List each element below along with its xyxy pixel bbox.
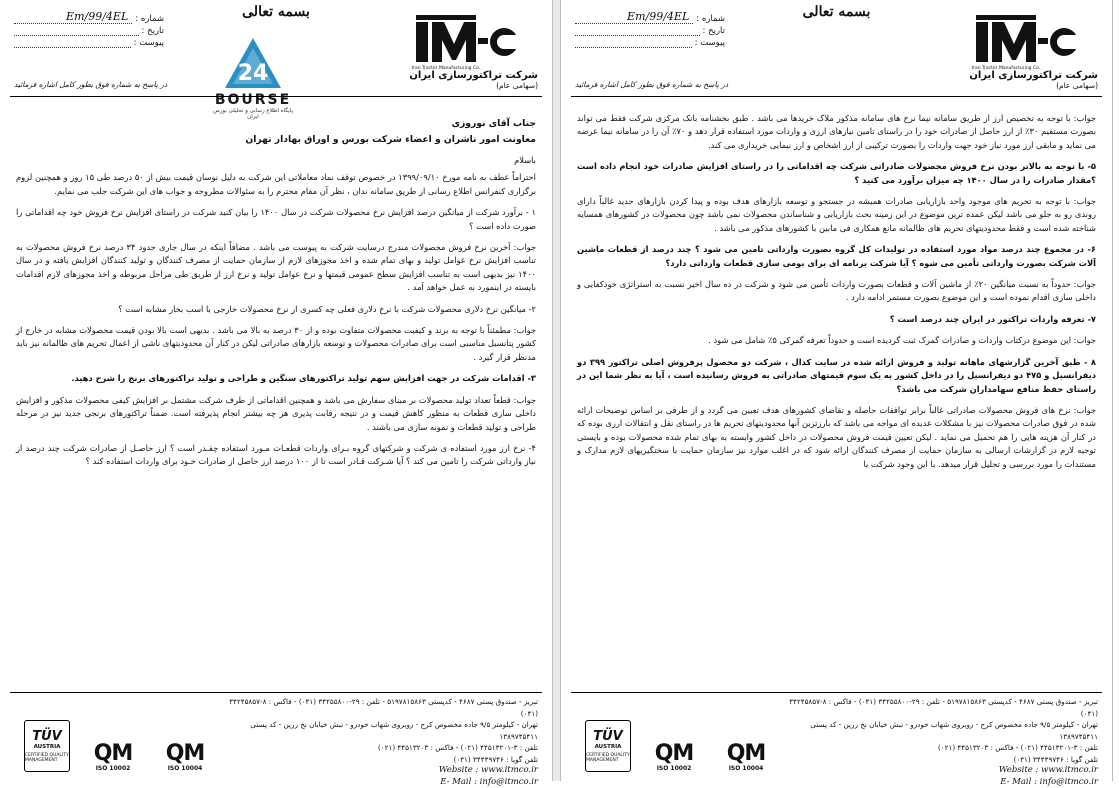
company-name: شرکت تراکتورسازی ایران	[398, 70, 538, 81]
imco-logo-sub: Iran Tractor Manufacturing Co.	[972, 65, 1040, 71]
ref-date-label: تاریخ :	[703, 26, 725, 36]
paragraph: ۸ - طبق آخرین گزارشهای ماهانه تولید و فروش ارائه شده در سایت کدال ، شرکت دو محصول پرفروش اصلی تراکتور ۳۹۹ دو دیفرانسیل و ۴۷۵ دو دیفرانسیل را در داخل کشور به یک سوم قیمتهای صادراتی به فروش رسانیده است ، آیا به نظر شما این در راستای حفظ منافع سهامداران شرکت می باشد؟	[577, 356, 1096, 396]
ref-attachment-label: پیوست :	[695, 38, 725, 48]
paragraph: ۶- در مجموع چند درصد مواد مورد استفاده در تولیدات کل گروه بصورت وارداتی تامین می شود ؟ چند درصد از قطعات ماشین آلات شرکت بصورت وارداتی تأمین می شوه ؟ آیا شرکت برنامه ای برای بومی سازی قطعات وارداتی دارد؟	[577, 243, 1096, 270]
footer-line-3: تلفن : ۳-۴۴۵۱۳۲۰۱ (۰۲۱) - فاکس : ۴۴۵۱۳۲۰۳ (۰۲۱)	[778, 742, 1098, 754]
iso-10004: ISO 10004	[717, 765, 775, 772]
reply-note: در پاسخ به شماره فوق بطور کامل اشاره فرمائید	[575, 80, 728, 89]
footer-line-1: تبریز - صندوق پستی ۴۶۸۷ - کدپستی ۵۱۹۷۸۱۵۸۶۳ - تلفن : ۲۹-۳۴۲۵۵۸۰۰ (۰۴۱) - فاکس : ۸-۳۴۲۴۵۸۵۷ (۰۴۱)	[218, 696, 538, 719]
certification-logos	[585, 720, 775, 772]
header-divider	[10, 96, 542, 97]
qm-mark: QM	[645, 743, 703, 765]
letter-body-right	[577, 112, 1096, 479]
bourse-triangle-icon	[223, 36, 283, 90]
company-block	[958, 70, 1098, 90]
document-page-2	[560, 0, 1113, 781]
footer-contact	[218, 696, 538, 788]
header-divider	[571, 96, 1102, 97]
qm-mark: QM	[156, 743, 214, 765]
page-gutter	[553, 0, 560, 781]
footer-line-3: تلفن : ۳-۴۴۵۱۳۲۰۱ (۰۲۱) - فاکس : ۴۴۵۱۳۲۰۳ (۰۲۱)	[218, 742, 538, 754]
paragraph: احتراماً عطف به نامه مورخ ۱۳۹۹/۰۹/۱۰ در خصوص توقف نماد معاملاتی این شرکت به دلیل نوسان قیمت بیش از ۵۰ درصد طی ۱۵ روز و همچنین لزوم برگزاری کنفرانس اطلاع رسانی از طریق سامانه ندان ، نظر آن مقام محترم را به سئوالات مطروحه و جواب های این شرکت جلب می نمایم.	[16, 171, 536, 198]
tuv-sub: CERTIFIED QUALITY MANAGEMENT	[25, 753, 69, 763]
paragraph: جواب: این موضوع درکتاب واردات و صادرات گمرک ثبت گردیده است و حدوداً تعرفه گمرکی ۵٪ شامل می شود .	[577, 334, 1096, 347]
imco-logo-icon	[970, 14, 1080, 70]
bourse-number: 24	[238, 61, 269, 86]
footer-line-4: تلفن گویا : ۳۴۴۴۹۷۴۶ (۰۴۱)	[778, 754, 1098, 766]
ref-number-label: شماره :	[135, 14, 164, 24]
paragraph: ۳- اقدامات شرکت در جهت افزایش سهم تولید تراکتورهای سنگین و طراحی و تولید تراکتورهای برنج را شرح دهید.	[16, 372, 536, 385]
paragraph: جواب: با توجه به تخصیص ارز از طریق سامانه نیما نرخ های سامانه مذکور ملاک خریدها می باشد . طبق بخشنامه بانک مرکزی شرکت فقط می تواند بصورت مستقیم ۳۰٪ از ارز حاصل از صادرات خود را در راستای تامین نیازهای ارزی و واردات مورد استفاده قرار دهد و ۷۰٪ آن را در سامانه نیما عرضه می نماید و مابقی ارز مورد نیاز خود جهت واردات را بصورت ترکیبی از ارز اشخاص و ارز نیمایی خریداری می کند.	[577, 112, 1096, 152]
paragraph: ۴- نرخ ارز مورد استفاده ی شرکت و شرکتهای گروه بـرای واردات قطعـات مـورد استفاده چقـدر است ؟ ارز حاصـل از صادرات شرکت چند درصد از نیاز وارداتی شرکت را تامین می کند ؟ آیا شـرکت قـادر است تا از ۱۰۰ درصد ارز حاصل از صادرات خـود برای واردات استفاده کند ؟	[16, 442, 536, 469]
certification-logos	[24, 720, 214, 772]
qm-iso10002-icon	[645, 743, 703, 772]
qm-iso10004-icon	[156, 743, 214, 772]
footer-contact	[778, 696, 1098, 788]
qm-iso10002-icon	[84, 743, 142, 772]
paragraph: ۱ - برآورد شرکت از میانگین درصد افزایش نرخ محصولات شرکت در سال ۱۴۰۰ را بیان کنید شرکت در راستای افزایش نرخ فروش خود چه اقداماتی را صورت داده است ؟	[16, 206, 536, 233]
footer-line-2: تهران - کیلومتر ۹/۵ جاده مخصوص کرج - روبروی شهاب خودرو - نبش خیابان نخ زرین - کد پستی ۱۳۸۹۷۴۵۴۱۱	[218, 719, 538, 742]
company-type: (سهامی عام)	[398, 81, 538, 90]
addressee-block	[16, 116, 536, 148]
qm-mark: QM	[717, 743, 775, 765]
paragraph: جواب: با توجه به تحریم های موجود واحد بازاریابی صادرات همیشه در جستجو و توسعه بازارهای هدف بوده و پیدا کردن بازارهای جدید غالباً دارای روندی رو به جلو می باشد لیکن عمده ترین موضوع در این زمینه بحث بازاریابی و شناساندن محصولات نمی باشد چون محصولات در کشورهای همسایه شناخته شده است و فقط محدودیتهای تحریم های ظالمانه مانع همکاری فی مابین با کشورهای مذکور می باشد .	[577, 195, 1096, 235]
iso-10004: ISO 10004	[156, 765, 214, 772]
paragraph: ۷- تعرفه واردات تراکتور در ایران چند درصد است ؟	[577, 313, 1096, 326]
left-paragraphs	[16, 171, 536, 468]
reference-box	[575, 12, 725, 48]
bourse-subtitle: پایگاه اطلاع رسانی و تحلیلی بورس ایران	[208, 108, 298, 120]
footer-line-2: تهران - کیلومتر ۹/۵ جاده مخصوص کرج - روبروی شهاب خودرو - نبش خیابان نخ زرین - کد پستی ۱۳۸۹۷۴۵۴۱۱	[778, 719, 1098, 742]
greeting: باسلام	[16, 154, 536, 167]
tuv-cert-icon	[585, 720, 631, 772]
footer-line-1: تبریز - صندوق پستی ۴۶۸۷ - کدپستی ۵۱۹۷۸۱۵۸۶۳ - تلفن : ۲۹-۳۴۲۵۵۸۰۰ (۰۴۱) - فاکس : ۸-۳۴۲۴۵۸۵۷ (۰۴۱)	[778, 696, 1098, 719]
basmala-heading: بسمه تعالی	[0, 4, 552, 20]
ref-number-value: Em/99/4EL	[627, 10, 689, 23]
paragraph: ۲- میانگین نرخ دلاری محصولات شرکت با نرخ دلاری فعلی چه کسری از نرخ محصولات خارجی با اسب بخار مشابه است ؟	[16, 303, 536, 316]
footer-line-4: تلفن گویا : ۳۴۴۴۹۷۴۶ (۰۴۱)	[218, 754, 538, 766]
footer-divider	[10, 692, 542, 693]
company-name: شرکت تراکتورسازی ایران	[958, 70, 1098, 81]
footer-email: E- Mail : info@itmco.ir	[778, 777, 1098, 788]
paragraph: جواب: نرخ های فروش محصولات صادراتی غالباً برابر توافقات حاصله و تقاضای کشورهای هدف تعیین می گردد و از طرفی بر اساس توضیحات ارائه شده در فوق صادرات محصولات نیز با مشکلات عدیده ای مواجه می باشد که بارزترین آنها محدودیتهای تحریم ها در راستای نقل و انتقالات ارزی بوده که در کنار آن هزینه هایی را هم تحمیل می نماید . لیکن تعیین قیمت فروش محصولات در داخل کشور وابسته به بهای تمام شده محصولات بوده و بایستی توجیه لازم در گزارشات ارسالی به سازمان حمایت از مصرف کنندگان ارائه شود که در اغلب موارد نیز سازمان حمایت با سختگیریهای لازم مدارک و مستندات را مورد بررسی و تحلیل قرار میدهد. با این وجود شرکت با	[577, 404, 1096, 471]
qm-mark: QM	[84, 743, 142, 765]
tuv-main: TÜV	[593, 729, 623, 744]
imco-logo-sub: Iran Tractor Manufacturing Co.	[412, 65, 480, 71]
qm-iso10004-icon	[717, 743, 775, 772]
paragraph: جواب: مطمئناً با توجه به برند و کیفیت محصولات متفاوت بوده و از ۳۰ درصد به بالا می باشد . بدیهی است بالا بودن قیمت محصولات مشابه در خارج از کشور پتانسیل مناسبی است برای صادرات محصولات و توسعه بازارهای صادراتی لیکن در کنار آن محدودیتهای ناشی از اعمال تحریم های ظالمانه نیز باید مدنظر قرار گیرد .	[16, 324, 536, 364]
right-paragraphs	[577, 112, 1096, 471]
tuv-country: AUSTRIA	[595, 744, 622, 750]
ref-attachment-label: پیوست :	[134, 38, 164, 48]
ref-date-label: تاریخ :	[142, 26, 164, 36]
reply-note: در پاسخ به شماره فوق بطور کامل اشاره فرمائید	[14, 80, 167, 89]
footer-email: E- Mail : info@itmco.ir	[218, 777, 538, 788]
imco-logo-icon	[410, 14, 520, 70]
footer-website: Website : www.itmco.ir	[778, 765, 1098, 777]
tuv-cert-icon	[24, 720, 70, 772]
iso-10002: ISO 10002	[84, 765, 142, 772]
iso-10002: ISO 10002	[645, 765, 703, 772]
footer-website: Website : www.itmco.ir	[218, 765, 538, 777]
paragraph: جواب: حدوداً به نسبت میانگین ۲۰٪ از ماشین آلات و قطعات بصورت واردات تأمین می شود و شرکت در ده سال اخیر نسبت به استراتژی خودکفایی و داخلی سازی اقدام نموده است و این موضوع بصورت مستمر ادامه دارد .	[577, 278, 1096, 305]
bourse24-logo	[208, 36, 298, 114]
paragraph: ۵- با توجه به بالاتر بودن نرخ فروش محصولات صادراتی شرکت چه اقداماتی را در راستای افزایش صادرات خود انجام داده است ؟مقدار صادرات را در سال ۱۴۰۰ چه میزان برآورد می کنید ؟	[577, 160, 1096, 187]
addressee-name: جناب آقای نوروزی	[16, 116, 536, 132]
paragraph: جواب: آخرین نرخ فروش محصولات مندرج درسایت شرکت به پیوست می باشد . مضافاً اینکه در سال جاری حدود ۳۴ درصد نرخ فروش محصولات به تناسب افزایش نرخ عوامل تولید و بهای تمام شده و اخذ مجوزهای لازم از سازمان حمایت از مصرف کنندگان و تولید کنندگان افزایش یافته و در سال ۱۴۰۰ نیز بدیهی است به تناسب افزایش سطح عمومی قیمتها و نرخ عوامل تولید و نرخ ارز از طریق طی مراحل مربوطه و اخذ مجوزهای لازم اقدامات بایسته در اینمورد به عمل خواهد آمد .	[16, 241, 536, 295]
tuv-country: AUSTRIA	[34, 744, 61, 750]
tuv-main: TÜV	[32, 729, 62, 744]
company-type: (سهامی عام)	[958, 81, 1098, 90]
document-page-1	[0, 0, 553, 781]
addressee-title: معاونت امور ناشران و اعضاء شرکت بورس و اوراق بهادار تهران	[16, 132, 536, 148]
ref-number-value: Em/99/4EL	[66, 10, 128, 23]
company-block	[398, 70, 538, 90]
tuv-sub: CERTIFIED QUALITY MANAGEMENT	[586, 753, 630, 763]
paragraph: جواب: قطعاً تعداد تولید محصولات بر مبنای سفارش می باشد و همچنین اقداماتی از طرف شرکت مشتمل بر افزایش کیفی محصولات مذکور و افزایش داخلی سازی قطعات به منظور کاهش قیمت و در نتیجه رقابت پذیری هر چه بیشتر انجام پذیرفته است. ضمناً تراکتورهای برنجی جدید نیز در مرحله طراحی و تولید قطعات و نمونه سازی می باشند .	[16, 394, 536, 434]
footer-divider	[571, 692, 1102, 693]
bourse-word: BOURSE	[208, 92, 298, 108]
ref-number-label: شماره :	[696, 14, 725, 24]
letter-body-left	[16, 104, 536, 477]
basmala-heading: بسمه تعالی	[561, 4, 1112, 20]
reference-box	[14, 12, 164, 48]
